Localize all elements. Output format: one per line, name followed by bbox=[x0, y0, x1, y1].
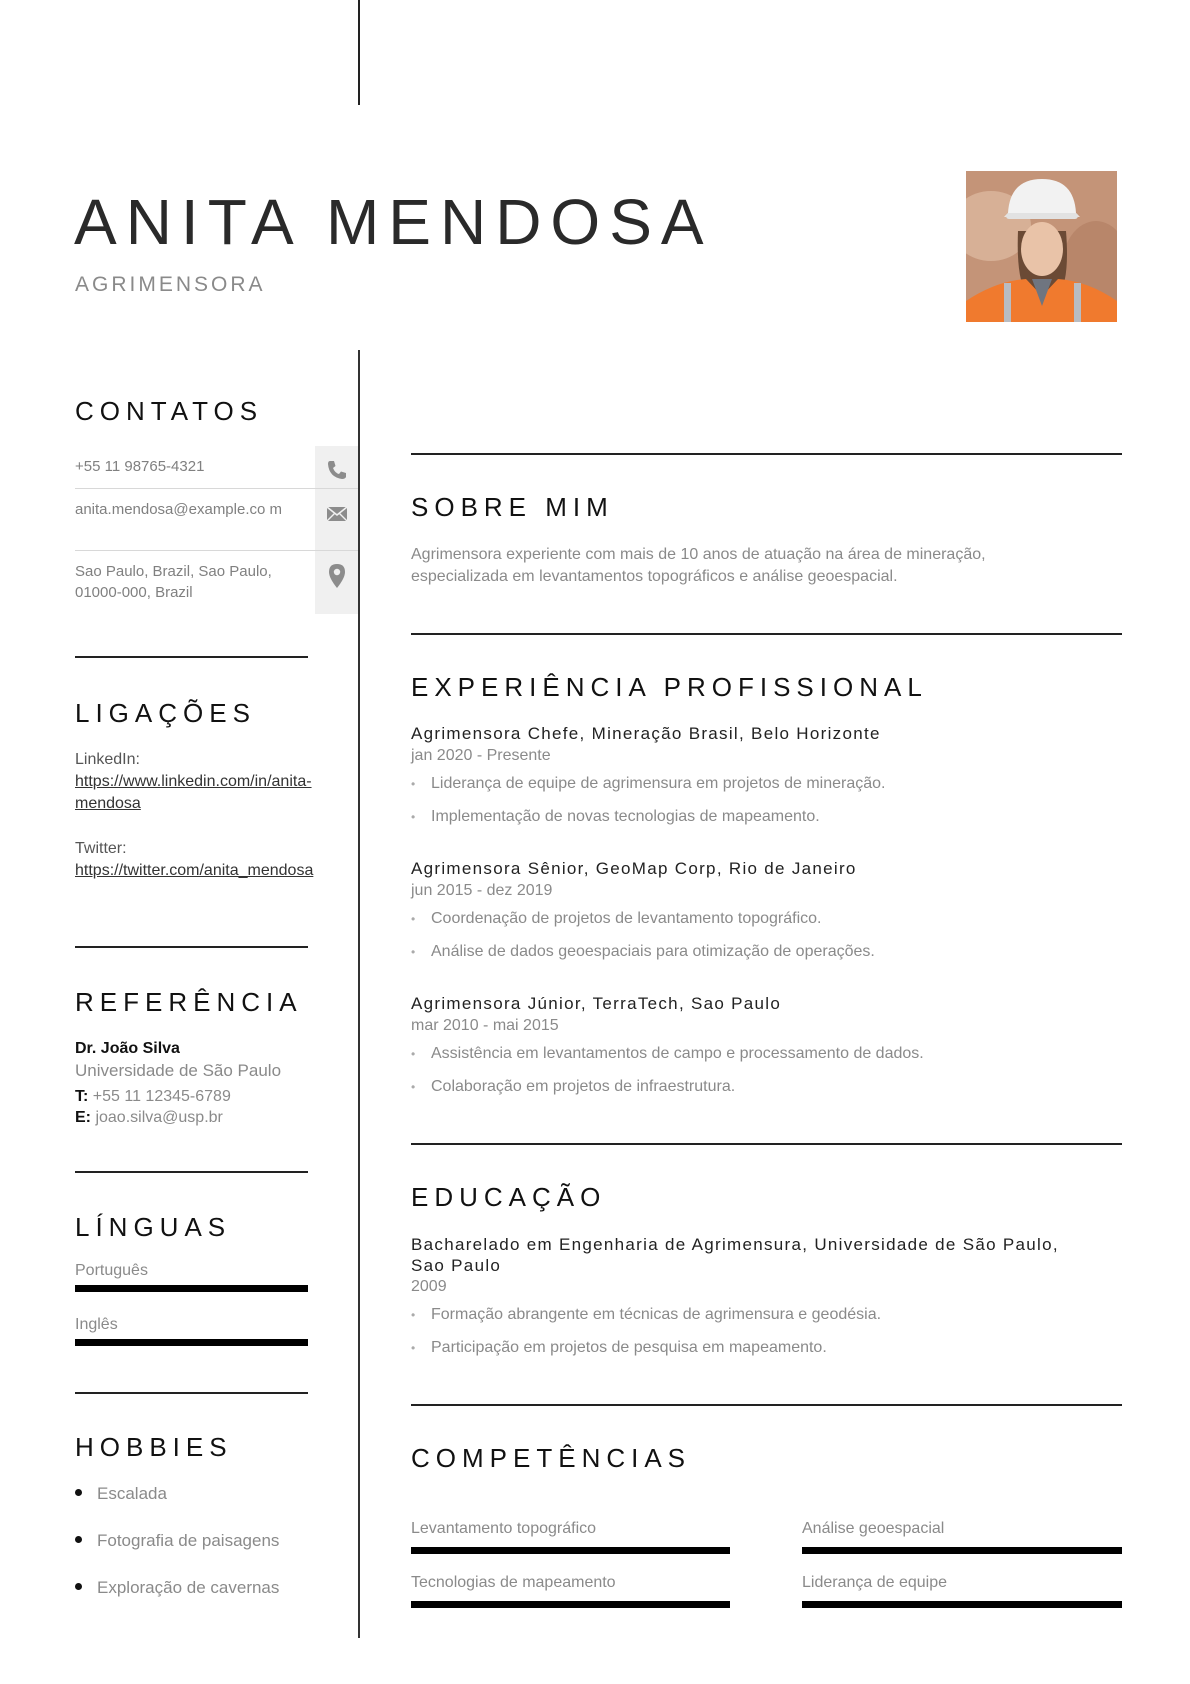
degree-year: 2009 bbox=[411, 1278, 447, 1295]
job-title: Agrimensora Júnior, TerraTech, Sao Paulo bbox=[411, 994, 782, 1013]
bullet-dot-icon bbox=[75, 1536, 82, 1543]
contact-divider bbox=[75, 550, 358, 551]
linkedin-link-wrap bbox=[75, 771, 315, 815]
contacts-heading: CONTATOS bbox=[75, 396, 264, 426]
language-level-bar bbox=[75, 1339, 308, 1346]
bullet-dot-icon: • bbox=[411, 945, 416, 959]
education-bullet: • Participação em projetos de pesquisa em mapeamento. bbox=[411, 1339, 827, 1356]
reference-organization: Universidade de São Paulo bbox=[75, 1061, 282, 1080]
twitter-label: Twitter: bbox=[75, 840, 127, 857]
reference-name: Dr. João Silva bbox=[75, 1040, 180, 1057]
bullet-dot-icon bbox=[75, 1489, 82, 1496]
job-bullet: • Coordenação de projetos de levantamento topográfico. bbox=[411, 910, 822, 927]
section-divider bbox=[411, 1404, 1122, 1406]
reference-email-value[interactable]: joao.silva@usp.br bbox=[95, 1109, 223, 1126]
job-title: Agrimensora Chefe, Mineração Brasil, Belo Horizonte bbox=[411, 724, 881, 743]
degree-title-line1: Bacharelado em Engenharia de Agrimensura, Universidade de São Paulo, bbox=[411, 1235, 1059, 1254]
skill-name: Análise geoespacial bbox=[802, 1520, 945, 1537]
about-heading: SOBRE MIM bbox=[411, 492, 614, 522]
skill-name: Levantamento topográfico bbox=[411, 1520, 597, 1537]
skill-name: Tecnologias de mapeamento bbox=[411, 1574, 616, 1591]
reference-email bbox=[75, 1109, 223, 1127]
reference-email-label: E: bbox=[75, 1109, 91, 1126]
bullet-dot-icon: • bbox=[411, 1308, 416, 1322]
language-name: Inglês bbox=[75, 1316, 118, 1333]
linkedin-link[interactable]: https://www.linkedin.com/in/anita-mendosa bbox=[75, 773, 312, 812]
contact-divider bbox=[75, 488, 358, 489]
experience-heading: EXPERIÊNCIA PROFISSIONAL bbox=[411, 672, 928, 702]
hobby-label: Fotografia de paisagens bbox=[97, 1531, 280, 1550]
hobby-item bbox=[75, 1531, 279, 1551]
linkedin-label: LinkedIn: bbox=[75, 751, 140, 768]
job-title: Agrimensora Sênior, GeoMap Corp, Rio de Janeiro bbox=[411, 859, 857, 878]
phone-icon bbox=[325, 458, 349, 482]
contact-address: Sao Paulo, Brazil, Sao Paulo, 01000-000, Brazil bbox=[75, 563, 272, 601]
hobbies-heading: HOBBIES bbox=[75, 1432, 233, 1462]
reference-phone-label: T: bbox=[75, 1088, 89, 1105]
section-divider bbox=[411, 633, 1122, 635]
hobby-label: Escalada bbox=[97, 1484, 167, 1503]
job-date: jan 2020 - Presente bbox=[411, 747, 551, 764]
section-divider bbox=[411, 1143, 1122, 1145]
skill-level-bar bbox=[411, 1601, 730, 1608]
bullet-dot-icon: • bbox=[411, 1341, 416, 1355]
column-divider bbox=[358, 350, 360, 1638]
twitter-link[interactable]: https://twitter.com/anita_mendosa bbox=[75, 862, 314, 879]
links-heading: LIGAÇÕES bbox=[75, 698, 256, 728]
bullet-dot-icon: • bbox=[411, 777, 416, 791]
about-text: Agrimensora experiente com mais de 10 anos de atuação na área de mineração, especializada em levantamentos topográficos e análise geoespacial. bbox=[411, 546, 986, 585]
language-name: Português bbox=[75, 1262, 148, 1279]
bullet-dot-icon: • bbox=[411, 1080, 416, 1094]
job-bullet: • Liderança de equipe de agrimensura em projetos de mineração. bbox=[411, 775, 886, 792]
reference-heading: REFERÊNCIA bbox=[75, 987, 303, 1017]
profile-photo bbox=[966, 171, 1117, 322]
hobby-item bbox=[75, 1578, 279, 1598]
envelope-icon bbox=[325, 502, 349, 526]
contact-email[interactable]: anita.mendosa@example.co m bbox=[75, 501, 282, 518]
bullet-dot-icon: • bbox=[411, 1047, 416, 1061]
language-level-bar bbox=[75, 1285, 308, 1292]
skill-name: Liderança de equipe bbox=[802, 1574, 948, 1591]
top-vertical-rule bbox=[358, 0, 360, 105]
job-bullet: • Implementação de novas tecnologias de mapeamento. bbox=[411, 808, 820, 825]
section-divider bbox=[411, 453, 1122, 455]
hobby-item bbox=[75, 1484, 167, 1504]
candidate-name: ANITA MENDOSA bbox=[74, 186, 713, 258]
job-date: mar 2010 - mai 2015 bbox=[411, 1017, 559, 1034]
degree-title-line2: Sao Paulo bbox=[411, 1256, 502, 1275]
education-bullet: • Formação abrangente em técnicas de agrimensura e geodésia. bbox=[411, 1306, 882, 1323]
skill-level-bar bbox=[411, 1547, 730, 1554]
twitter-link-wrap bbox=[75, 860, 315, 882]
section-divider bbox=[75, 1392, 308, 1394]
section-divider bbox=[75, 1171, 308, 1173]
portrait-illustration bbox=[966, 171, 1117, 322]
map-pin-icon bbox=[325, 563, 349, 587]
section-divider bbox=[75, 656, 308, 658]
section-divider bbox=[75, 946, 308, 948]
bullet-dot-icon: • bbox=[411, 912, 416, 926]
candidate-title: AGRIMENSORA bbox=[75, 273, 266, 296]
education-heading: EDUCAÇÃO bbox=[411, 1182, 607, 1212]
skill-level-bar bbox=[802, 1601, 1122, 1608]
reference-phone bbox=[75, 1088, 231, 1106]
job-bullet: • Colaboração em projetos de infraestrutura. bbox=[411, 1078, 736, 1095]
skill-level-bar bbox=[802, 1547, 1122, 1554]
languages-heading: LÍNGUAS bbox=[75, 1212, 232, 1242]
bullet-dot-icon bbox=[75, 1583, 82, 1590]
job-bullet: • Análise de dados geoespaciais para otimização de operações. bbox=[411, 943, 875, 960]
job-bullet: • Assistência em levantamentos de campo e processamento de dados. bbox=[411, 1045, 924, 1062]
job-date: jun 2015 - dez 2019 bbox=[411, 882, 553, 899]
bullet-dot-icon: • bbox=[411, 810, 416, 824]
hobby-label: Exploração de cavernas bbox=[97, 1578, 280, 1597]
skills-heading: COMPETÊNCIAS bbox=[411, 1443, 692, 1473]
contact-phone[interactable]: +55 11 98765-4321 bbox=[75, 458, 205, 475]
reference-phone-value[interactable]: +55 11 12345-6789 bbox=[92, 1088, 231, 1105]
